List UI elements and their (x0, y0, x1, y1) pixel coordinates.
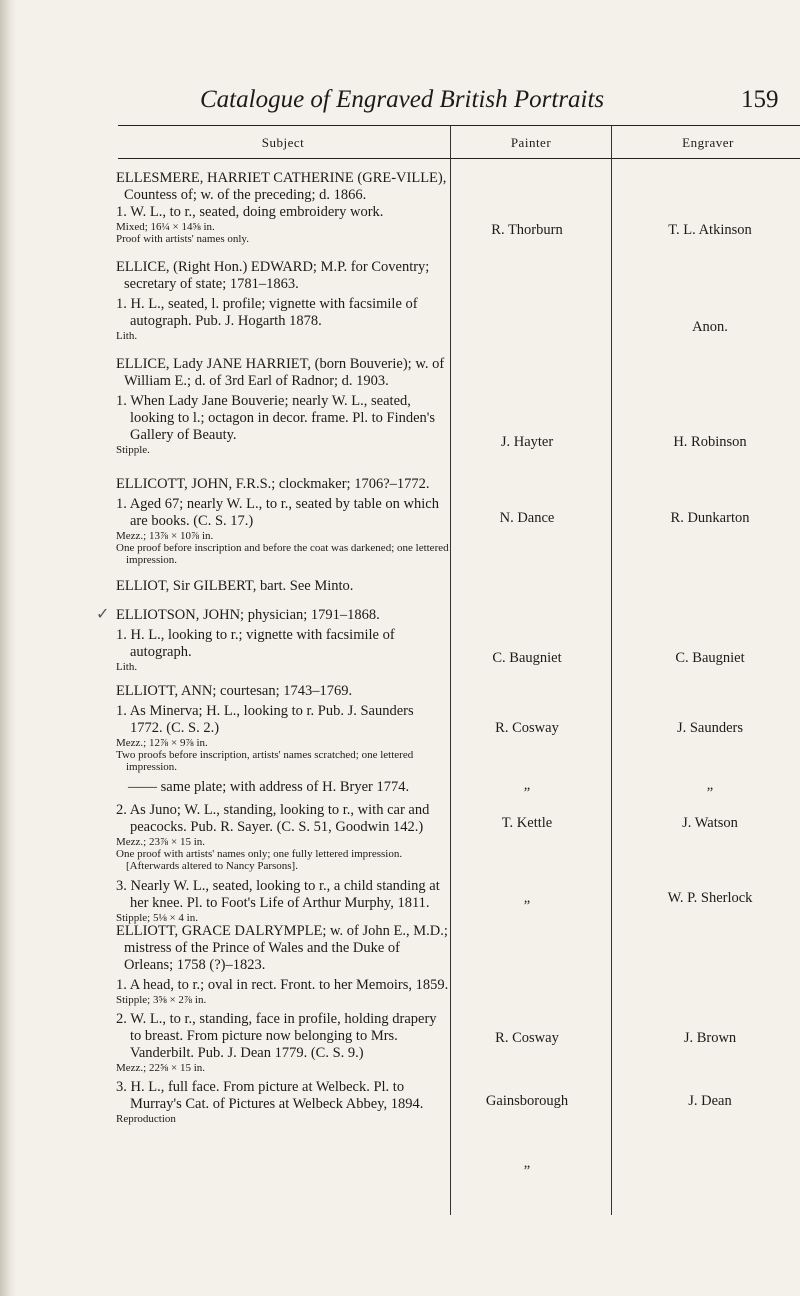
item-medium: Lith. (116, 330, 138, 342)
entry-elliott-ann (116, 683, 449, 924)
item-text: 3. Nearly W. L., seated, looking to r., a child standing at her knee. Pl. to Foot's Life of Arthur Murphy, 1811. (116, 878, 440, 911)
item-text: 3. H. L., full face. From picture at Welbeck. Pl. to Murray's Cat. of Pictures at Welbeck Abbey, 1894. (116, 1079, 424, 1112)
engraver-cell: J. Brown (683, 1030, 737, 1046)
entry-heading: ELLESMERE, HARRIET CATHERINE (GRE-VILLE), Countess of; w. of the preceding; d. 1866. (116, 170, 447, 203)
entry-heading: ELLIOTSON, JOHN; physician; 1791–1868. (116, 607, 380, 623)
running-title: Catalogue of Engraved British Portraits (200, 86, 605, 113)
item-text: 2. W. L., to r., standing, face in profile, holding drapery to breast. From picture now belonging to Mrs. Vanderbilt. Pub. J. Dean 1779. (C. S. 9.) (116, 1011, 437, 1061)
item-medium: Reproduction (116, 1113, 176, 1125)
item-text: 1. H. L., seated, l. profile; vignette with facsimile of autograph. Pub. J. Hogarth 1878. (116, 296, 418, 329)
item-note: One proof with artists' names only; one fully lettered impression. [Afterwards altered to Nancy Parsons]. (116, 848, 403, 872)
engraver-cell: J. Dean (688, 1093, 732, 1109)
item-medium: Stipple; 5⅛ × 4 in. (116, 912, 198, 924)
col-header-engraver: Engraver (682, 135, 734, 150)
painter-cell: J. Hayter (500, 434, 554, 450)
entry-ellicott (116, 476, 449, 566)
entry-elliotson (116, 607, 449, 673)
page-number: 159 (741, 86, 779, 113)
item-text: 1. Aged 67; nearly W. L., to r., seated by table on which are books. (C. S. 17.) (116, 496, 439, 529)
entry-heading: ELLICOTT, JOHN, F.R.S.; clockmaker; 1706?–1772. (116, 476, 430, 492)
item-medium: Lith. (116, 661, 138, 673)
item-text: 1. W. L., to r., seated, doing embroidery work. (116, 204, 384, 220)
header-rule-bottom (118, 158, 800, 159)
item-medium: Mezz.; 22⅝ × 15 in. (116, 1062, 205, 1074)
item-text: 2. As Juno; W. L., standing, looking to r., with car and peacocks. Pub. R. Sayer. (C. S. 51, Goodwin 142.) (116, 802, 430, 835)
page-gutter-shadow (0, 0, 16, 1296)
engraver-cell: Anon. (692, 319, 728, 335)
engraver-cell: H. Robinson (673, 434, 747, 450)
painter-cell: R. Cosway (495, 1030, 559, 1046)
painter-cell: R. Cosway (495, 720, 559, 736)
item-note: Two proofs before inscription, artists' names scratched; one lettered impression. (116, 749, 414, 773)
painter-cell: „ (523, 777, 531, 793)
col-header-subject: Subject (261, 135, 305, 150)
painter-cell: T. Kettle (501, 815, 553, 831)
item-text: 1. A head, to r.; oval in rect. Front. to her Memoirs, 1859. (116, 977, 449, 993)
item-text: —— same plate; with address of H. Bryer 1774. (128, 779, 410, 795)
item-medium: Mezz.; 13⅞ × 10⅞ in. (116, 530, 214, 542)
entry-elliott-grace (116, 923, 449, 1125)
item-medium: Stipple. (116, 444, 150, 456)
painter-cell: N. Dance (499, 510, 555, 526)
item-note: Proof with artists' names only. (116, 233, 249, 245)
entry-elliot-gilbert (116, 578, 449, 595)
painter-cell: „ (523, 890, 531, 906)
item-text: 1. When Lady Jane Bouverie; nearly W. L., seated, looking to l.; octagon in decor. frame. Pl. to Finden's Gallery of Beauty. (116, 393, 436, 443)
header-rule-top (118, 125, 800, 126)
painter-cell: C. Baugniet (492, 650, 562, 666)
entry-heading: ELLIOTT, GRACE DALRYMPLE; w. of John E., M.D.; mistress of the Prince of Wales and the Duke of Orleans; 1758 (?)–1823. (116, 923, 448, 973)
item-medium: Mezz.; 12⅞ × 9⅞ in. (116, 737, 208, 749)
entry-heading: ELLICE, (Right Hon.) EDWARD; M.P. for Coventry; secretary of state; 1781–1863. (116, 259, 430, 292)
engraver-cell: T. L. Atkinson (668, 222, 752, 238)
painter-cell: Gainsborough (485, 1093, 569, 1109)
engraver-cell: W. P. Sherlock (667, 890, 753, 906)
engraver-cell: J. Saunders (676, 720, 744, 736)
engraver-cell: „ (706, 777, 714, 793)
entry-ellesmere (116, 170, 449, 245)
entry-heading: ELLIOT, Sir GILBERT, bart. See Minto. (116, 578, 354, 594)
entry-ellice-edward (116, 259, 449, 342)
entry-ellice-jane (116, 356, 449, 456)
item-text: 1. H. L., looking to r.; vignette with facsimile of autograph. (116, 627, 395, 660)
item-text: 1. As Minerva; H. L., looking to r. Pub. J. Saunders 1772. (C. S. 2.) (116, 703, 414, 736)
item-medium: Mezz.; 23⅞ × 15 in. (116, 836, 205, 848)
item-note: One proof before inscription and before the coat was darkened; one lettered impression. (116, 542, 449, 566)
item-medium: Stipple; 3⅝ × 2⅞ in. (116, 994, 207, 1006)
col-header-painter: Painter (510, 135, 552, 150)
entry-heading: ELLICE, Lady JANE HARRIET, (born Bouverie); w. of William E.; d. of 3rd Earl of Radnor; d. 1903. (116, 356, 445, 389)
engraver-cell: C. Baugniet (675, 650, 745, 666)
column-divider-2 (611, 126, 612, 1215)
entry-heading: ELLIOTT, ANN; courtesan; 1743–1769. (116, 683, 353, 699)
column-divider-1 (450, 126, 451, 1215)
engraver-cell: J. Watson (682, 815, 738, 831)
check-mark-icon: ✓ (96, 606, 110, 623)
painter-cell: R. Thorburn (491, 222, 563, 238)
engraver-cell: R. Dunkarton (670, 510, 750, 526)
painter-cell: „ (523, 1155, 531, 1171)
item-medium: Mixed; 16¼ × 14⅝ in. (116, 221, 215, 233)
